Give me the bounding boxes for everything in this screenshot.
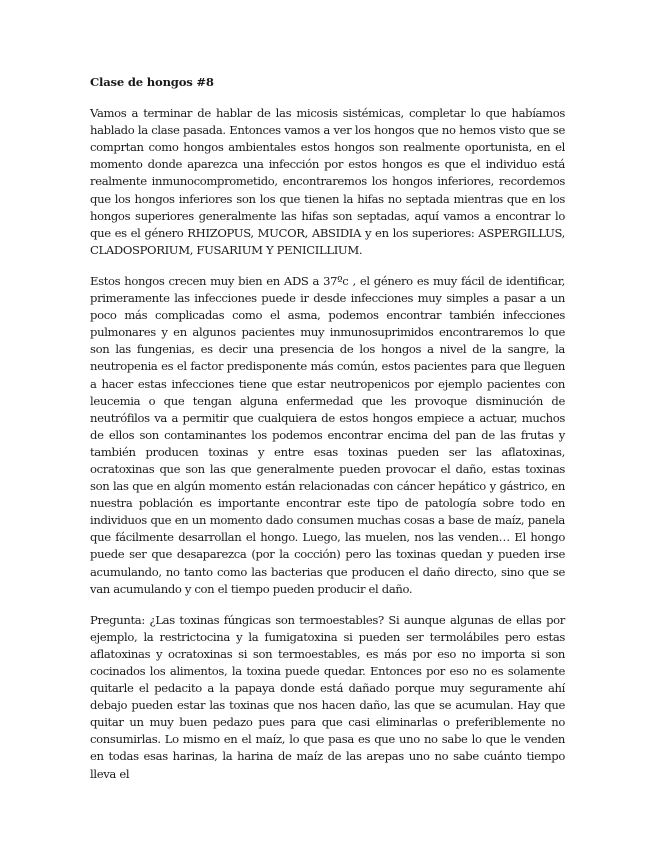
paragraph-1: Vamos a terminar de hablar de las micosis sistémicas, completar lo que habíamos hablado la clase pasada. Entonces vamos a ver los hongos que no hemos visto que se comprtan como hongos ambientales estos hongos son realmente oportunista, en el momento donde aparezca una infección por estos hongos es que el individuo está realmente inmunocomprometido, encontraremos los hongos inferiores, recordemos que los hongos inferiores son los que tienen la hifas no septada mientras que en los hongos superiores generalmente las hifas son septadas, aquí vamos a encontrar lo que es el género RHIZOPUS, MUCOR, ABSIDIA y en los superiores: ASPERGILLUS, CLADOSPORIUM, FUSARIUM Y PENICILLIUM. <box>90 106 565 257</box>
document-title: Clase de hongos #8 <box>90 75 214 89</box>
document-page <box>90 74 565 797</box>
paragraph-3: Pregunta: ¿Las toxinas fúngicas son termoestables? Si aunque algunas de ellas por ejemplo, la restrictocina y la fumigatoxina si pueden ser termolábiles pero estas aflatoxinas y ocratoxinas si son termoestables, es más por eso no importa si son cocinados los alimentos, la toxina puede quedar. Entonces por eso no es solamente quitarle el pedacito a la papaya donde está dañado porque muy seguramente ahí debajo pueden estar las toxinas que nos hacen daño, las que se acumulan. Hay que quitar un muy buen pedazo pues para que casi eliminarlas o preferiblemente no consumirlas. Lo mismo en el maíz, lo que pasa es que uno no sabe lo que le venden en todas esas harinas, la harina de maíz de las arepas uno no sabe cuánto tiempo lleva el <box>90 612 565 781</box>
paragraph-2: Estos hongos crecen muy bien en ADS a 37ºc , el género es muy fácil de identificar, primeramente las infecciones puede ir desde infecciones muy simples a pasar a un poco más complicadas como el asma, podemos encontrar también infecciones pulmonares y en algunos pacientes muy inmunosuprimidos encontraremos lo que son las fungenias, es decir una presencia de los hongos a nivel de la sangre, la neutropenia es el factor predisponente más común, estos pacientes para que lleguen a hacer estas infecciones tiene que estar neutropenicos por ejemplo pacientes con leucemia o que tengan alguna enfermedad que les provoque disminución de neutrófilos va a permitir que cualquiera de estos hongos empiece a actuar, muchos de ellos son contaminantes los podemos encontrar encima del pan de las frutas y también producen toxinas y entre esas toxinas pueden ser las aflatoxinas, ocratoxinas que son las que generalmente pueden provocar el daño, estas toxinas son las que en algún momento están relacionadas con cáncer hepático y gástrico, en nuestra población es importante encontrar este tipo de patología sobre todo en individuos que en un momento dado consumen muchas cosas a base de maíz, panela que fácilmente desarrollan el hongo. Luego, las muelen, nos las venden… El hongo puede ser que desaparezca (por la cocción) pero las toxinas quedan y pueden irse acumulando, no tanto como las bacterias que producen el daño directo, sino que se van acumulando y con el tiempo pueden producir el daño. <box>90 273 565 596</box>
